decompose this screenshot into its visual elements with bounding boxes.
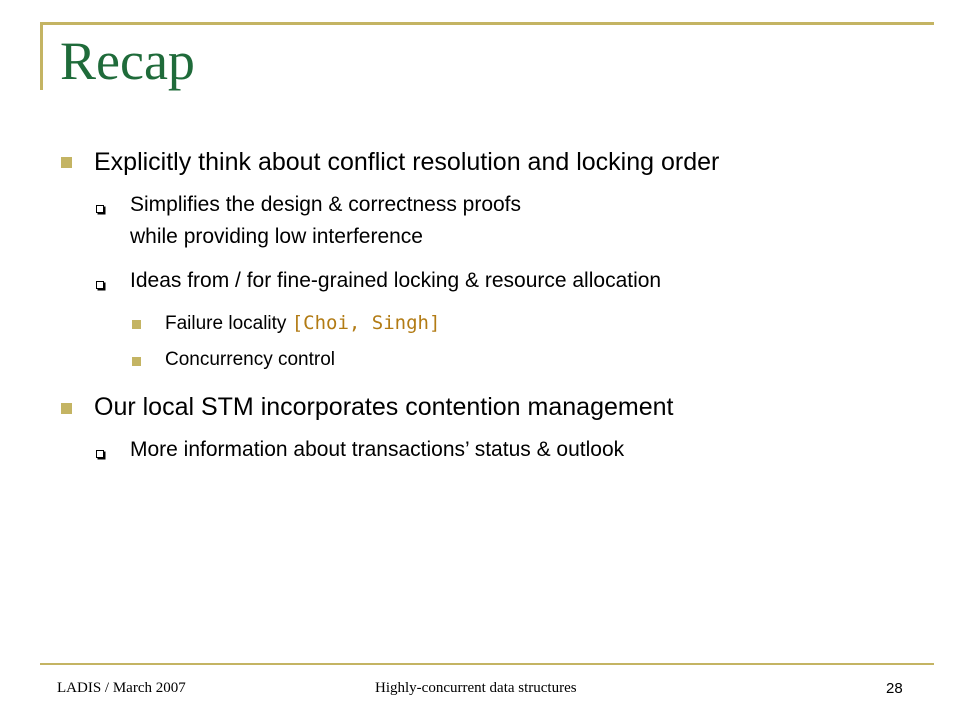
bullet-square-icon (132, 320, 141, 329)
slide-title: Recap (60, 31, 195, 91)
sub-sub-bullet-failure-locality (165, 312, 440, 335)
sub-bullet-fine-grained-locking: Ideas from / for fine-grained locking & resource allocation (130, 269, 662, 292)
bullet-hollow-square-icon (96, 205, 104, 213)
sub-sub-bullet-concurrency-control: Concurrency control (165, 349, 336, 370)
bullet-square-icon (132, 357, 141, 366)
page-number: 28 (886, 680, 903, 697)
footer-left-text: LADIS / March 2007 (57, 680, 186, 696)
failure-locality-text: Failure locality (165, 313, 292, 334)
bullet-square-icon (61, 403, 72, 414)
bullet-hollow-square-icon (96, 450, 104, 458)
sub-bullet-line-1: Simplifies the design & correctness proofs (130, 193, 522, 216)
sub-bullet-transactions-status: More information about transactions’ status & outlook (130, 438, 625, 461)
sub-bullet-line-2: while providing low interference (130, 225, 423, 248)
citation-choi-singh: [Choi, Singh] (291, 312, 441, 334)
left-border-line (40, 22, 43, 90)
bullet-conflict-resolution: Explicitly think about conflict resolution and locking order (94, 148, 720, 176)
bottom-border-line (40, 663, 934, 665)
bullet-contention-management: Our local STM incorporates contention management (94, 393, 674, 421)
bullet-square-icon (61, 157, 72, 168)
footer-center-text: Highly-concurrent data structures (375, 680, 577, 696)
sub-bullet-simplifies-design (130, 189, 521, 253)
top-border-line (40, 22, 934, 25)
bullet-hollow-square-icon (96, 281, 104, 289)
